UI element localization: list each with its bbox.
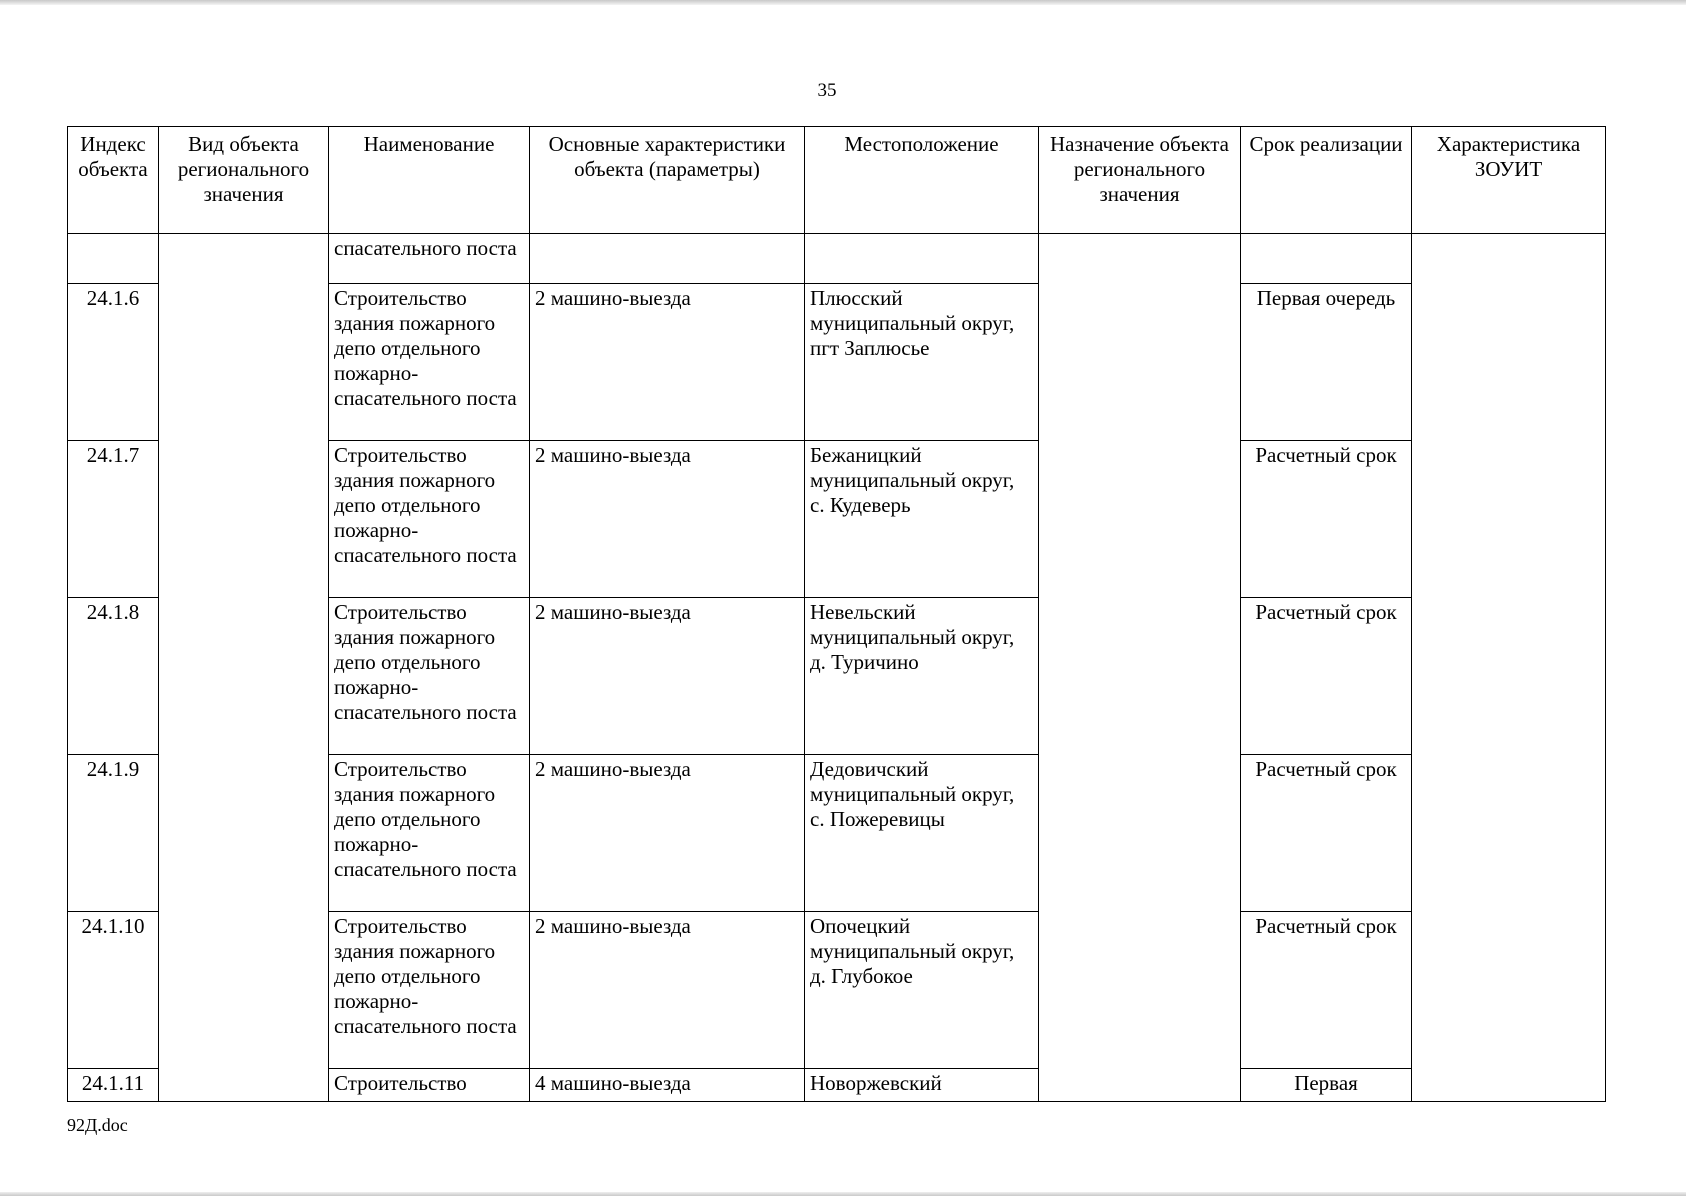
header-location: Местоположение (805, 127, 1039, 234)
cell-term (1241, 234, 1412, 284)
header-object-type: Вид объекта регионального значения (159, 127, 329, 234)
cell-term: Расчетный срок (1241, 912, 1412, 1069)
footer-filename: 92Д.doc (67, 1115, 128, 1135)
cell-name: спасательного поста (329, 234, 530, 284)
header-index: Индекс объекта (68, 127, 159, 234)
table-header-row (68, 127, 1606, 234)
cell-params: 2 машино-выезда (530, 912, 805, 1069)
cell-location: Плюсский муниципальный округ, пгт Заплюсье (805, 284, 1039, 441)
cell-params: 2 машино-выезда (530, 598, 805, 755)
header-parameters: Основные характеристики объекта (параметры) (530, 127, 805, 234)
cell-term: Первая очередь (1241, 284, 1412, 441)
cell-name: Строительство здания пожарного депо отдельного пожарно-спасательного поста (329, 912, 530, 1069)
cell-index: 24.1.7 (68, 441, 159, 598)
header-name: Наименование (329, 127, 530, 234)
cell-term: Расчетный срок (1241, 441, 1412, 598)
objects-table (67, 126, 1606, 1102)
cell-index: 24.1.10 (68, 912, 159, 1069)
cell-index (68, 234, 159, 284)
table-row-continuation (68, 234, 1606, 284)
header-term: Срок реализации (1241, 127, 1412, 234)
cell-term: Расчетный срок (1241, 598, 1412, 755)
page-number: 35 (817, 80, 837, 101)
cell-location: Дедовичский муниципальный округ, с. Пожеревицы (805, 755, 1039, 912)
cell-location: Новоржевский (805, 1069, 1039, 1102)
cell-index: 24.1.6 (68, 284, 159, 441)
cell-name: Строительство здания пожарного депо отдельного пожарно-спасательного поста (329, 755, 530, 912)
cell-location (805, 234, 1039, 284)
header-purpose: Назначение объекта регионального значения (1039, 127, 1241, 234)
cell-params: 2 машино-выезда (530, 284, 805, 441)
cell-location: Невельский муниципальный округ, д. Туричино (805, 598, 1039, 755)
cell-name: Строительство здания пожарного депо отдельного пожарно-спасательного поста (329, 441, 530, 598)
header-zouit: Характеристика ЗОУИТ (1412, 127, 1606, 234)
cell-params: 2 машино-выезда (530, 441, 805, 598)
cell-params (530, 234, 805, 284)
cell-name: Строительство здания пожарного депо отдельного пожарно-спасательного поста (329, 284, 530, 441)
cell-index: 24.1.9 (68, 755, 159, 912)
cell-index: 24.1.11 (68, 1069, 159, 1102)
cell-term: Первая (1241, 1069, 1412, 1102)
scan-edge-bottom (0, 1192, 1686, 1196)
cell-location: Бежаницкий муниципальный округ, с. Кудеверь (805, 441, 1039, 598)
scan-edge-top (0, 0, 1686, 5)
cell-location: Опочецкий муниципальный округ, д. Глубокое (805, 912, 1039, 1069)
cell-object-type-merged (159, 234, 329, 1102)
cell-index: 24.1.8 (68, 598, 159, 755)
cell-params: 4 машино-выезда (530, 1069, 805, 1102)
cell-purpose-merged (1039, 234, 1241, 1102)
cell-params: 2 машино-выезда (530, 755, 805, 912)
cell-name: Строительство (329, 1069, 530, 1102)
cell-name: Строительство здания пожарного депо отдельного пожарно-спасательного поста (329, 598, 530, 755)
cell-term: Расчетный срок (1241, 755, 1412, 912)
cell-zouit-merged (1412, 234, 1606, 1102)
